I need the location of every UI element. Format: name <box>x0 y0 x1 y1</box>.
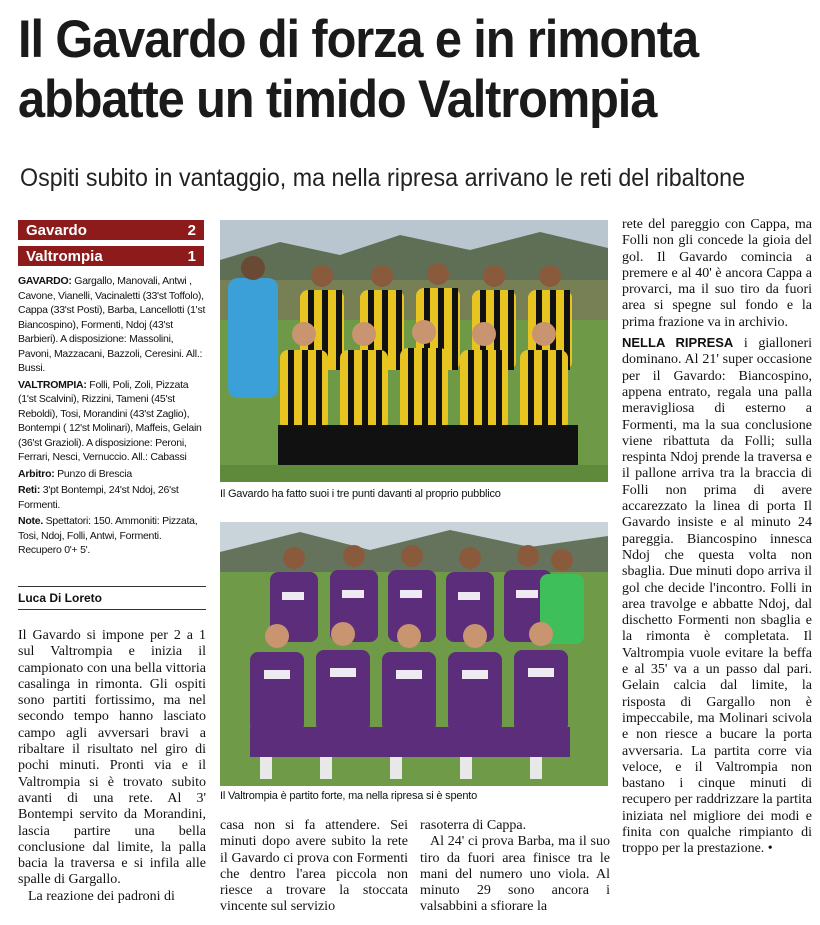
photo-caption: Il Valtrompia è partito forte, ma nella ripresa si è spento <box>220 790 478 802</box>
headline-line-2: abbatte un timido Valtrompia <box>18 70 657 129</box>
score-box-home <box>18 220 204 240</box>
article-paragraph: Il Gavardo si impone per 2 a 1 sul Valtrompia e inizia il campionato con una bella vittoria casalinga in rimonta. Gli ospiti sono partiti fortissimo, ma nel secondo tempo hanno lasciato campo agli avversari bravi a ribaltare il risultato nel giro di pochi minuti. Pronti via e il Valtrompia si è trovato subito avanti di una rete. Al 3' Bontempi servito da Morandini, lascia partire una bella conclusione dal limite, la palla bacia la traversa e si infila alle spalle di Gargallo. <box>18 628 206 888</box>
article-paragraph: NELLA RIPRESA i gialloneri dominano. Al 21' super occasione per il Gavardo: Biancospino, appena entrato, regala una palla meravigliosa di esterno a Formenti, ma la sua conclusione viene ribattuta da Folli; sulla respinta Ndoj prende la traversa e il pallone arriva tra la braccia di Folli non prima di avere accarezzato la linea di porta Il Gavardo insiste e al minuto 24 pareggia. Biancospino innesca Ndoj che questa volta non sbaglia. Due minuti dopo arriva il gol che decide l'incontro. Folli in area travolge e abbatte Ndoj, dal dischetto Formenti non sbaglia e la rimonta è completata. Il Valtrompia vuole evitare la beffa e al 35' va a un passo dal pari. Gelain calcia dal limite, la risposta di Gargallo non è impeccabile, ma Molinari scivola e non riesce a bucare la porta avversaria. La partita corre via veloce, e il Valtrompia non bastano i cinque minuti di recupero per raddrizzare la partita iniziata nel migliore dei modi e finita con qualche rimpianto di troppo per la prestazione. • <box>622 335 813 857</box>
article-paragraph: La reazione dei padroni di <box>28 888 175 904</box>
article-column-1 <box>18 628 206 905</box>
score-goals: 2 <box>187 221 196 239</box>
referee: Arbitro: Punzo di Brescia <box>18 467 132 480</box>
score-team: Valtrompia <box>26 247 103 265</box>
photo-caption: Il Gavardo ha fatto suoi i tre punti davanti al proprio pubblico <box>220 488 501 500</box>
article-paragraph: rasoterra di Cappa. <box>420 818 527 833</box>
lineup-gavardo: GAVARDO: Gargallo, Manovali, Antwi , Cavone, Vianelli, Vacinaletti (33'st Toffolo), Cappa (33'st Posti), Barba, Lancellotti (1'st Biancospino), Formenti, Ndoj (43'st Barbieri). A disposizione: Massolini, Pavoni, Mazzacani, Bazzoli, Ceresini. All.: Bussi. <box>18 275 206 374</box>
goals-info: Reti: 3'pt Bontempi, 24'st Ndoj, 26'st Formenti. <box>18 484 179 511</box>
article-paragraph: rete del pareggio con Cappa, ma Folli non gli concede la gioia del gol. Il Gavardo comincia a premere e al 40' è ancora Cappa a provarci, ma il suo tiro da fuori area si spegne sul fondo e la prima frazione va in archivio. <box>622 217 812 330</box>
article-column-2 <box>220 818 408 916</box>
article-paragraph: casa non si fa attendere. Sei minuti dopo avere subito la rete il Gavardo ci prova con Formenti che dentro l'area piccola non riesce a trovare la stoccata vincente sul servizio <box>220 818 408 915</box>
score-team: Gavardo <box>26 221 87 239</box>
headline-line-1: Il Gavardo di forza e in rimonta <box>18 10 698 69</box>
notes: Note. Spettatori: 150. Ammoniti: Pizzata, Tosi, Ndoj, Folli, Antwi, Formenti. Recupero 0'+ 5'. <box>18 515 198 556</box>
team-photo-valtrompia <box>220 522 608 786</box>
headline <box>18 10 754 130</box>
subtitle: Ospiti subito in vantaggio, ma nella ripresa arrivano le reti del ribaltone <box>20 164 746 192</box>
author-byline: Luca Di Loreto <box>18 586 206 610</box>
score-goals: 1 <box>187 247 196 265</box>
lineup-valtrompia: VALTROMPIA: Folli, Poli, Zoli, Pizzata (1'st Scalvini), Rizzini, Tameni (45'st Reboldi), Tosi, Morandini (43'st Zaglio), Bontempi ( 12'st Molinari), Maffeis, Gelain (36'st Grazioli). A disposizione: Peroni, Ferrari, Nesci, Vernuccio. All.: Cabassi <box>18 378 202 463</box>
team-photo-gavardo <box>220 220 608 482</box>
article-paragraph: Al 24' ci prova Barba, ma il suo tiro da fuori area finisce tra le mani del numero uno viola. Al minuto 29 sono ancora i valsabbini a sfiorare la <box>420 834 610 915</box>
article-column-3 <box>420 818 610 916</box>
score-box-away <box>18 246 204 266</box>
match-info <box>18 274 206 560</box>
article-column-4 <box>622 217 812 858</box>
section-lead: NELLA RIPRESA <box>622 335 734 351</box>
